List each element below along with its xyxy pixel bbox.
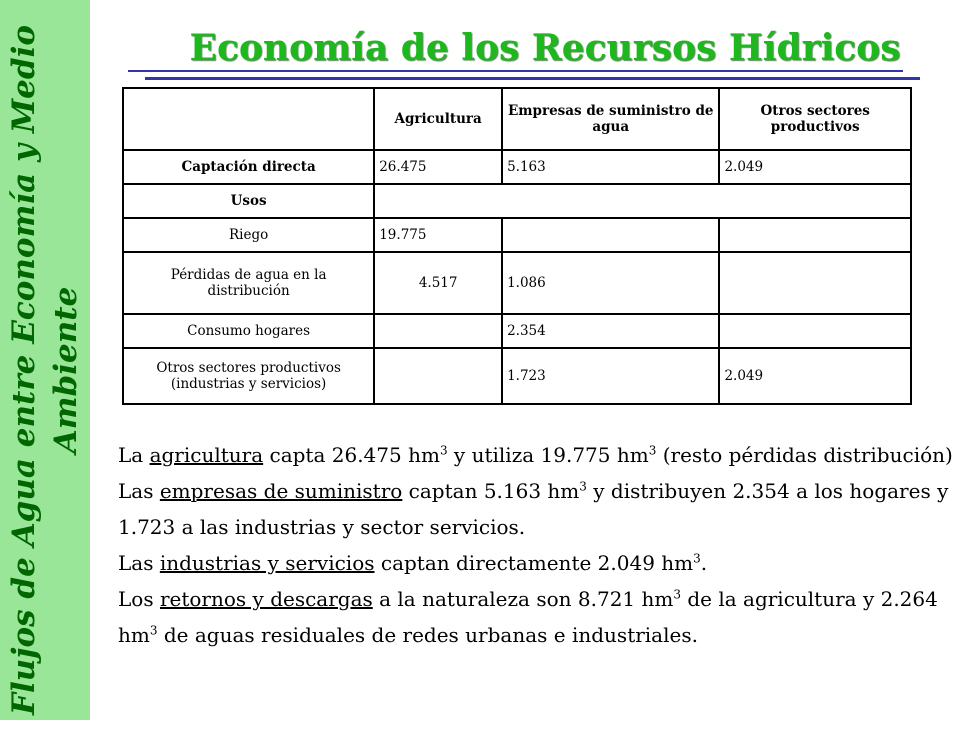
text-run: (resto pérdidas distribución) [656, 443, 953, 467]
text-run: y utiliza 19.775 hm [447, 443, 649, 467]
cell-empty-merged [374, 184, 911, 218]
cell-value: 1.086 [502, 252, 719, 314]
text-run: capta 26.475 hm [263, 443, 440, 467]
paragraph-agricultura [118, 437, 953, 473]
water-flows-table [122, 87, 912, 405]
paragraph-empresas [118, 473, 953, 545]
text-run: a la naturaleza son 8.721 hm [372, 587, 674, 611]
table-row [123, 252, 911, 314]
row-label: Consumo hogares [123, 314, 374, 348]
slide-title: Economía de los Recursos Hídricos [189, 27, 901, 69]
row-label: Riego [123, 218, 374, 252]
text-run: Las [118, 551, 160, 575]
superscript: 3 [439, 443, 448, 458]
text-run: Los [118, 587, 160, 611]
explanation-text [118, 437, 953, 653]
header-empty [123, 88, 374, 150]
header-otros-sectores: Otros sectores productivos [719, 88, 911, 150]
text-run: La [118, 443, 150, 467]
superscript: 3 [579, 479, 587, 494]
cell-value: 2.049 [719, 348, 911, 404]
row-label: Usos [123, 184, 374, 218]
paragraph-retornos [118, 581, 953, 653]
table-row [123, 314, 911, 348]
cell-value: 2.354 [502, 314, 719, 348]
row-label: Pérdidas de agua en la distribución [123, 252, 374, 314]
cell-value: 19.775 [374, 218, 502, 252]
sidebar [0, 0, 90, 720]
cell-value [502, 218, 719, 252]
cell-value: 2.049 [719, 150, 911, 184]
text-run: captan directamente 2.049 hm [374, 551, 694, 575]
superscript: 3 [648, 443, 657, 458]
paragraph-industrias [118, 545, 953, 581]
cell-value [374, 314, 502, 348]
table-row [123, 184, 911, 218]
underlined-term: industrias y servicios [159, 551, 375, 575]
table-row [123, 150, 911, 184]
cell-value [374, 348, 502, 404]
cell-value: 5.163 [502, 150, 719, 184]
title-underline-top [128, 70, 903, 72]
cell-value [719, 252, 911, 314]
header-agricultura: Agricultura [374, 88, 502, 150]
superscript: 3 [673, 587, 681, 602]
text-run: captan 5.163 hm [402, 479, 580, 503]
sidebar-title: Flujos de Agua entre Economía y Medio Ambiente [6, 24, 84, 716]
cell-value: 26.475 [374, 150, 502, 184]
cell-value: 1.723 [502, 348, 719, 404]
table-row [123, 218, 911, 252]
text-run: y distribuyen 2.354 a los hogares y 1.723 a las industrias y sector servicios. [118, 479, 949, 539]
underlined-term: retornos y descargas [159, 587, 373, 611]
superscript: 3 [693, 551, 701, 566]
header-empresas: Empresas de suministro de agua [502, 88, 719, 150]
text-run: Las [118, 479, 160, 503]
underlined-term: empresas de suministro [159, 479, 403, 503]
table-row [123, 348, 911, 404]
cell-value [719, 218, 911, 252]
title-underline-bottom [145, 77, 920, 80]
cell-value: 4.517 [374, 252, 502, 314]
text-run: . [700, 551, 708, 575]
superscript: 3 [149, 623, 158, 638]
table-header-row [123, 88, 911, 150]
text-run: de la agricultura y 2.264 hm [118, 587, 938, 647]
text-run: de aguas residuales de redes urbanas e industriales. [157, 623, 698, 647]
row-label: Otros sectores productivos (industrias y servicios) [123, 348, 374, 404]
cell-value [719, 314, 911, 348]
underlined-term: agricultura [149, 443, 264, 467]
row-label: Captación directa [123, 150, 374, 184]
